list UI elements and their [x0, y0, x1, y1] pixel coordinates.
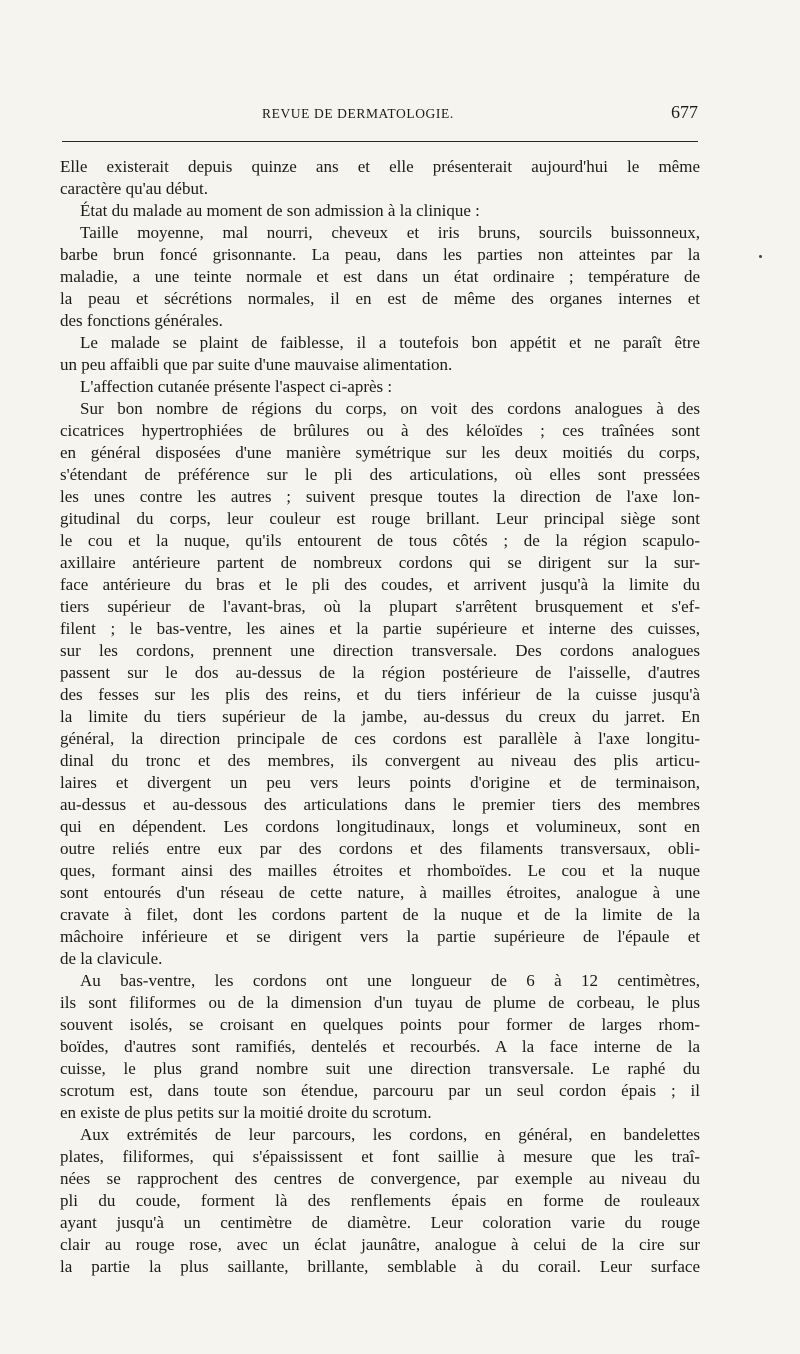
- text-line: des fesses sur les plis des reins, et du tiers inférieur de la cuisse jusqu'à: [60, 685, 700, 704]
- text-line: sont entourés d'un réseau de cette nature, à mailles étroites, analogue à une: [60, 883, 700, 902]
- text-line: maladie, a une teinte normale et est dans un état ordinaire ; température de: [60, 267, 700, 286]
- text-line: général, la direction principale de ces cordons est parallèle à l'axe longitu-: [60, 729, 700, 748]
- text-line: en général disposées d'une manière symétrique sur les deux moitiés du corps,: [60, 443, 700, 462]
- text-line: les unes contre les autres ; suivent presque toutes la direction de l'axe lon-: [60, 487, 700, 506]
- text-line: qui en dépendent. Les cordons longitudinaux, longs et volumineux, sont en: [60, 817, 700, 836]
- text-line: sur les cordons, prennent une direction transversale. Des cordons analogues: [60, 641, 700, 660]
- text-line: plates, filiformes, qui s'épaississent et font saillie à mesure que les traî-: [60, 1147, 700, 1166]
- text-line: ils sont filiformes ou de la dimension d'un tuyau de plume de corbeau, le plus: [60, 993, 700, 1012]
- text-line: nées se rapprochent des centres de convergence, par exemple au niveau du: [60, 1169, 700, 1188]
- text-line: Taille moyenne, mal nourri, cheveux et iris bruns, sourcils buissonneux,: [80, 223, 700, 242]
- running-header: [62, 100, 698, 130]
- text-line: filent ; le bas-ventre, les aines et la partie supérieure et interne des cuisses,: [60, 619, 700, 638]
- text-line: État du malade au moment de son admission à la clinique :: [80, 201, 480, 220]
- text-line: des fonctions générales.: [60, 311, 223, 330]
- text-line: Le malade se plaint de faiblesse, il a toutefois bon appétit et ne paraît être: [80, 333, 700, 352]
- text-line: gitudinal du corps, leur couleur est rouge brillant. Leur principal siège sont: [60, 509, 700, 528]
- text-line: souvent isolés, se croisant en quelques points pour former de larges rhom-: [60, 1015, 700, 1034]
- text-line: de la clavicule.: [60, 949, 163, 968]
- text-line: pli du coude, forment là des renflements épais en forme de rouleaux: [60, 1191, 700, 1210]
- text-line: la peau et sécrétions normales, il en est de même des organes internes et: [60, 289, 700, 308]
- text-line: cuisse, le plus grand nombre suit une direction transversale. Le raphé du: [60, 1059, 700, 1078]
- text-line: face antérieure du bras et le pli des coudes, et arrivent jusqu'à la limite du: [60, 575, 700, 594]
- text-line: clair au rouge rose, avec un éclat jaunâtre, analogue à celui de la cire sur: [60, 1235, 700, 1254]
- text-line: Elle existerait depuis quinze ans et elle présenterait aujourd'hui le même: [60, 157, 700, 176]
- text-line: cravate à filet, dont les cordons partent de la nuque et de la limite de la: [60, 905, 700, 924]
- text-line: boïdes, d'autres sont ramifiés, dentelés et recourbés. A la face interne de la: [60, 1037, 700, 1056]
- text-line: laires et divergent un peu vers leurs points d'origine et de terminaison,: [60, 773, 700, 792]
- text-line: Aux extrémités de leur parcours, les cordons, en général, en bandelettes: [80, 1125, 700, 1144]
- text-line: L'affection cutanée présente l'aspect ci-après :: [80, 377, 393, 396]
- text-line: un peu affaibli que par suite d'une mauvaise alimentation.: [60, 355, 453, 374]
- text-line: dinal du tronc et des membres, ils convergent au niveau des plis articu-: [60, 751, 700, 770]
- text-line: passent sur le dos au-dessus de la région postérieure de l'aisselle, d'autres: [60, 663, 700, 682]
- text-line: cicatrices hypertrophiées de brûlures ou à des kéloïdes ; ces traînées sont: [60, 421, 700, 440]
- page-number: 677: [671, 102, 698, 122]
- margin-mark: [759, 255, 762, 258]
- running-title: REVUE DE DERMATOLOGIE.: [262, 106, 454, 121]
- text-line: Sur bon nombre de régions du corps, on voit des cordons analogues à des: [80, 399, 700, 418]
- text-line: ayant jusqu'à un centimètre de diamètre. Leur coloration varie du rouge: [60, 1213, 700, 1232]
- text-line: s'étendant de préférence sur le pli des articulations, où elles sont pressées: [60, 465, 700, 484]
- text-line: le cou et la nuque, qu'ils entourent de tous côtés ; de la région scapulo-: [60, 531, 700, 550]
- text-line: tiers supérieur de l'avant-bras, où la plupart s'arrêtent brusquement et s'ef-: [60, 597, 700, 616]
- text-line: la limite du tiers supérieur de la jambe, au-dessus du creux du jarret. En: [60, 707, 700, 726]
- text-line: axillaire antérieure partent de nombreux cordons qui se dirigent sur la sur-: [60, 553, 700, 572]
- text-line: en existe de plus petits sur la moitié droite du scrotum.: [60, 1103, 432, 1122]
- text-line: la partie la plus saillante, brillante, semblable à du corail. Leur surface: [60, 1257, 700, 1276]
- text-line: au-dessus et au-dessous des articulations dans le premier tiers des membres: [60, 795, 700, 814]
- text-line: mâchoire inférieure et se dirigent vers la partie supérieure de l'épaule et: [60, 927, 700, 946]
- text-line: barbe brun foncé grisonnante. La peau, dans les parties non atteintes par la: [60, 245, 700, 264]
- text-line: caractère qu'au début.: [60, 179, 208, 198]
- text-line: ques, formant ainsi des mailles étroites et rhomboïdes. Le cou et la nuque: [60, 861, 700, 880]
- text-line: outre reliés entre eux par des cordons et des filaments transversaux, obli-: [60, 839, 700, 858]
- header-rule: [62, 141, 698, 142]
- text-line: scrotum est, dans toute son étendue, parcouru par un seul cordon épais ; il: [60, 1081, 700, 1100]
- body-text: [60, 156, 700, 1278]
- text-line: Au bas-ventre, les cordons ont une longueur de 6 à 12 centimètres,: [80, 971, 700, 990]
